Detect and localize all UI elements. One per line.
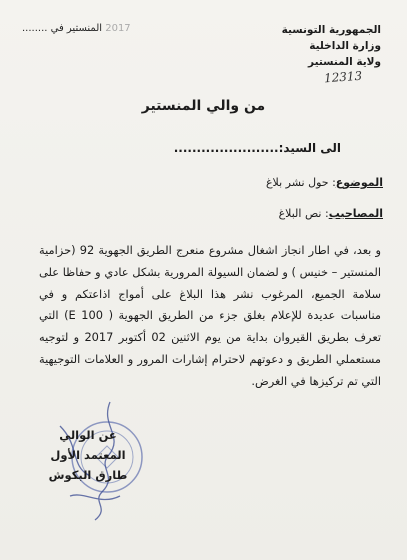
subject-value: : حول نشر بلاغ bbox=[265, 176, 336, 189]
country-name: الجمهورية التونسية bbox=[281, 24, 381, 36]
place-date bbox=[22, 23, 142, 34]
place-date-dots: ........ bbox=[22, 23, 48, 34]
signature-block bbox=[48, 425, 128, 485]
subject-line bbox=[266, 176, 383, 189]
signature-line-1: عن الوالي bbox=[59, 428, 117, 442]
attachment-value: : نص البلاغ bbox=[278, 207, 329, 220]
attachment-label: المصاحيب bbox=[328, 207, 383, 220]
letter-recipient: الى السيد:....................... bbox=[173, 141, 341, 155]
letter-body: و بعد، في اطار انجاز اشغال مشروع منعرج الطريق الجهوية 92 (حزامية المنستير – خنيس ) و لضمان السيولة المرورية بشكل عادي و حفاظا على سلامة الجميع، المرغوب نشر هذا البلاغ على أمواج اذاعتكم و في مناسبات عديدة للإعلام بغلق جزء من الطريق الجهوية ( E 100) التي تعرف بطريق القيروان بداية من يوم الاثنين 02 أكتوبر 2017 و لتوجيه مستعملي الطريق و دعوتهم لاحترام إشارات المرور و العلامات التوجيهية التي تم تركيزها في الغرض. bbox=[39, 243, 382, 388]
place-date-label: المنستير في bbox=[50, 23, 103, 34]
signature-line-3: طارق البكوش bbox=[48, 468, 128, 482]
signature-line-2: المعتمد الأول bbox=[50, 448, 126, 462]
letter-sender: من والي المنستير bbox=[141, 98, 266, 114]
subject-label: الموضوع bbox=[335, 176, 383, 189]
attachment-line bbox=[279, 207, 383, 220]
year-faded: 2017 bbox=[105, 23, 131, 34]
letterhead bbox=[231, 22, 381, 70]
reference-number: 12313 bbox=[323, 68, 363, 86]
governorate-name: ولاية المنستير bbox=[308, 56, 381, 68]
ministry-name: وزارة الداخلية bbox=[309, 40, 381, 52]
